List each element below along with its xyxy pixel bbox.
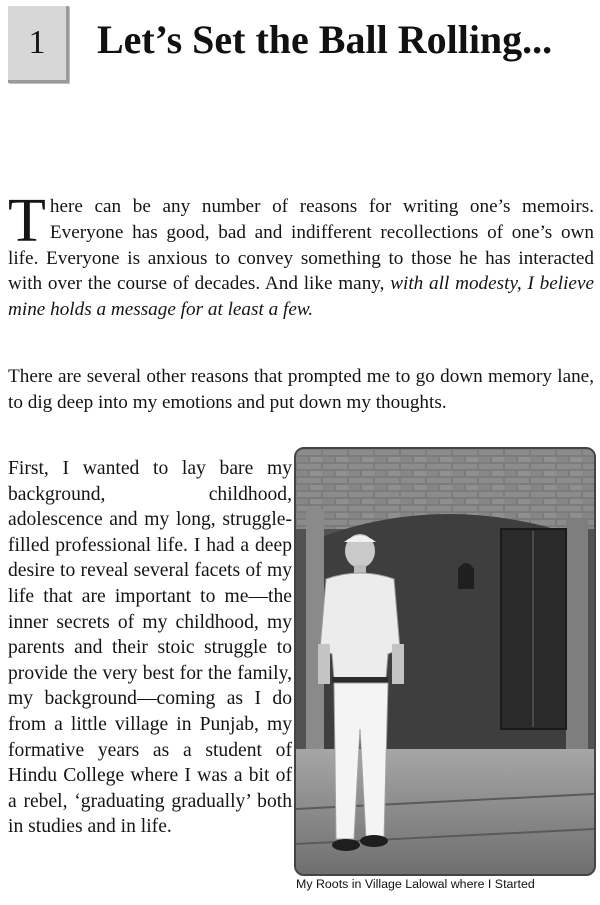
paragraph-background: First, I wanted to lay bare my background, childhood, adolescence and my long, struggle-filled professional life. I had a deep desire to reveal several facets of my life that are important to me—the inner secrets of my childhood, my parents and their stoic struggle to provide the very best for the family, my background—coming as I do from a little village in Punjab, my formative years as a student of Hindu College where I was a bit of a rebel, ‘graduating gradually’ both in studies and in life. xyxy=(8,458,292,838)
photo-caption: My Roots in Village Lalowal where I Started xyxy=(296,877,535,891)
photo-illustration xyxy=(296,449,594,874)
drop-cap: T xyxy=(8,187,46,255)
paragraph-reasons: There are several other reasons that prompted me to go down memory lane, to dig deep into my emotions and put down my thoughts. xyxy=(8,366,594,413)
paragraph-intro-text: here can be any number of reasons for writing one’s memoirs. Everyone has good, bad and indifferent recollections of one’s own life. Everyone is anxious to convey something to those he has interacted with over the course of decades. And like many, xyxy=(8,196,594,295)
paragraph-intro xyxy=(8,187,594,323)
chapter-title: Let’s Set the Ball Rolling... xyxy=(97,17,553,62)
chapter-number-box xyxy=(8,6,69,83)
chapter-number: 1 xyxy=(28,24,46,61)
paragraph-intro-italic: with all modesty, I believe mine holds a message for at least a few. xyxy=(8,273,594,321)
village-photo xyxy=(294,447,596,876)
